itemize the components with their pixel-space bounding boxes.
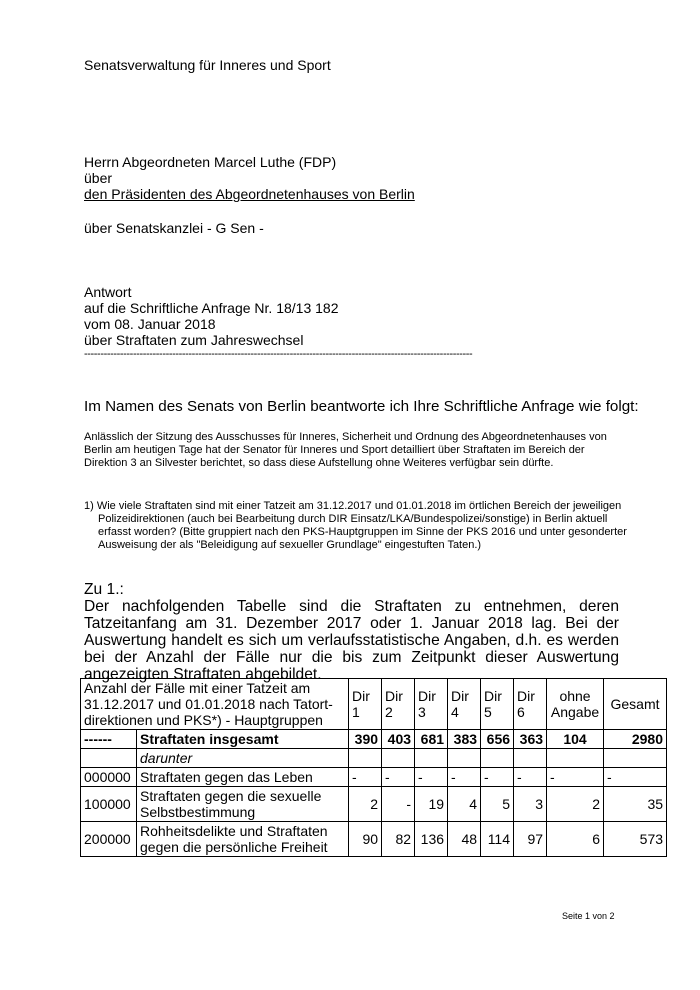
- cell-dir1: 2: [349, 787, 382, 822]
- row-code: 000000: [81, 768, 137, 787]
- cell-total: [604, 749, 667, 768]
- recipient-name: Herrn Abgeordneten Marcel Luthe (FDP): [84, 154, 337, 170]
- cell-dir6: [514, 749, 547, 768]
- table-header-row: [81, 679, 667, 730]
- row-code: ------: [81, 730, 137, 749]
- cell-dir1: 390: [349, 730, 382, 749]
- cell-dir3: -: [415, 768, 448, 787]
- row-label: Straftaten gegen das Leben: [137, 768, 349, 787]
- cell-dir4: [448, 749, 481, 768]
- cell-dir5: 114: [481, 822, 514, 857]
- sender: Senatsverwaltung für Inneres und Sport: [84, 57, 331, 73]
- answer-1-heading: Zu 1.:: [84, 581, 124, 598]
- cell-dir4: -: [448, 768, 481, 787]
- row-code: [81, 749, 137, 768]
- cell-dir1: [349, 749, 382, 768]
- cell-dir3: 681: [415, 730, 448, 749]
- cell-total: 35: [604, 787, 667, 822]
- recipient-via: über: [84, 170, 113, 186]
- cell-unknown: 6: [547, 822, 604, 857]
- cell-dir2: 403: [382, 730, 415, 749]
- cell-dir1: 90: [349, 822, 382, 857]
- table-row: [81, 749, 667, 768]
- table-header-unknown: ohne Angabe: [547, 679, 604, 730]
- page-number: Seite 1 von 2: [562, 911, 615, 921]
- cell-dir3: [415, 749, 448, 768]
- cell-total: 2980: [604, 730, 667, 749]
- row-code: 100000: [81, 787, 137, 822]
- recipient-chancellery: über Senatskanzlei - G Sen -: [84, 220, 264, 236]
- cell-unknown: [547, 749, 604, 768]
- cell-dir2: -: [382, 787, 415, 822]
- cell-unknown: 104: [547, 730, 604, 749]
- cell-dir6: 363: [514, 730, 547, 749]
- row-label: Straftaten insgesamt: [137, 730, 349, 749]
- table-header-total: Gesamt: [604, 679, 667, 730]
- statistics-table: [80, 678, 667, 857]
- cell-unknown: 2: [547, 787, 604, 822]
- preamble-paragraph: Anlässlich der Sitzung des Ausschusses für Inneres, Sicherheit und Ordnung des Abgeordnetenhauses von Berlin am heutigen Tage hat der Senator für Inneres und Sport detailliert über Straftaten im Bereich der Direktion 3 an Silvester berichtet, so dass diese Aufstellung ohne Weiteres verfügbar sein dürfte.: [84, 431, 607, 469]
- table-row: [81, 787, 667, 822]
- cell-dir5: 5: [481, 787, 514, 822]
- cell-dir5: [481, 749, 514, 768]
- table-row: [81, 730, 667, 749]
- answer-1-text: Der nachfolgenden Tabelle sind die Straftaten zu entnehmen, deren Tatzeitanfang am 31. Dezember 2017 oder 1. Januar 2018 lag. Bei der Auswertung handelt es sich um verlaufsstatistische Angaben, d.h. es werden bei der Anzahl der Fälle nur die bis zum Zeitpunkt dieser Auswertung angezeigten Straftaten abgebildet.: [84, 598, 619, 683]
- cell-dir5: -: [481, 768, 514, 787]
- cell-dir3: 19: [415, 787, 448, 822]
- question-1: 1) Wie viele Straftaten sind mit einer Tatzeit am 31.12.2017 und 01.01.2018 im örtlichen Bereich der jeweiligen Polizeidirektionen (auch bei Bearbeitung durch DIR Einsatz/LKA/Bundespolizei/sonstige) in Berlin aktuell erfasst worden? (Bitte gruppiert nach den PKS-Hauptgruppen im Sinne der PKS 2016 und unter gesonderter Ausweisung der als "Beleidigung auf sexueller Grundlage" eingestuften Taten.): [84, 500, 627, 551]
- cell-dir5: 656: [481, 730, 514, 749]
- cell-total: -: [604, 768, 667, 787]
- cell-dir4: 383: [448, 730, 481, 749]
- table-header-label: Anzahl der Fälle mit einer Tatzeit am 31.12.2017 und 01.01.2018 nach Tatort-direktionen und PKS*) - Hauptgruppen: [81, 679, 349, 730]
- row-label: Straftaten gegen die sexuelle Selbstbestimmung: [137, 787, 349, 822]
- table-header-dir4: Dir 4: [448, 679, 481, 730]
- cell-dir4: 4: [448, 787, 481, 822]
- separator-line: -----------------------------------------------------------------------------------------------------------------------: [84, 348, 473, 360]
- table-header-dir6: Dir 6: [514, 679, 547, 730]
- table-row: [81, 822, 667, 857]
- table-header-dir1: Dir 1: [349, 679, 382, 730]
- table-header-dir3: Dir 3: [415, 679, 448, 730]
- cell-unknown: -: [547, 768, 604, 787]
- cell-dir6: 97: [514, 822, 547, 857]
- table-header-dir2: Dir 2: [382, 679, 415, 730]
- table-row: [81, 768, 667, 787]
- answer-subject: über Straftaten zum Jahreswechsel: [84, 332, 304, 348]
- cell-dir3: 136: [415, 822, 448, 857]
- cell-dir2: -: [382, 768, 415, 787]
- cell-dir2: [382, 749, 415, 768]
- cell-dir1: -: [349, 768, 382, 787]
- row-label: Rohheitsdelikte und Straftaten gegen die persönliche Freiheit: [137, 822, 349, 857]
- cell-dir6: 3: [514, 787, 547, 822]
- answer-date: vom 08. Januar 2018: [84, 316, 216, 332]
- answer-title: Antwort: [84, 284, 132, 300]
- recipient-president: den Präsidenten des Abgeordnetenhauses von Berlin: [84, 186, 415, 202]
- row-code: 200000: [81, 822, 137, 857]
- table-header-dir5: Dir 5: [481, 679, 514, 730]
- cell-dir2: 82: [382, 822, 415, 857]
- row-label: darunter: [137, 749, 349, 768]
- cell-total: 573: [604, 822, 667, 857]
- cell-dir4: 48: [448, 822, 481, 857]
- intro-sentence: Im Namen des Senats von Berlin beantworte ich Ihre Schriftliche Anfrage wie folgt:: [84, 398, 639, 415]
- cell-dir6: -: [514, 768, 547, 787]
- answer-inquiry-number: auf die Schriftliche Anfrage Nr. 18/13 182: [84, 300, 339, 316]
